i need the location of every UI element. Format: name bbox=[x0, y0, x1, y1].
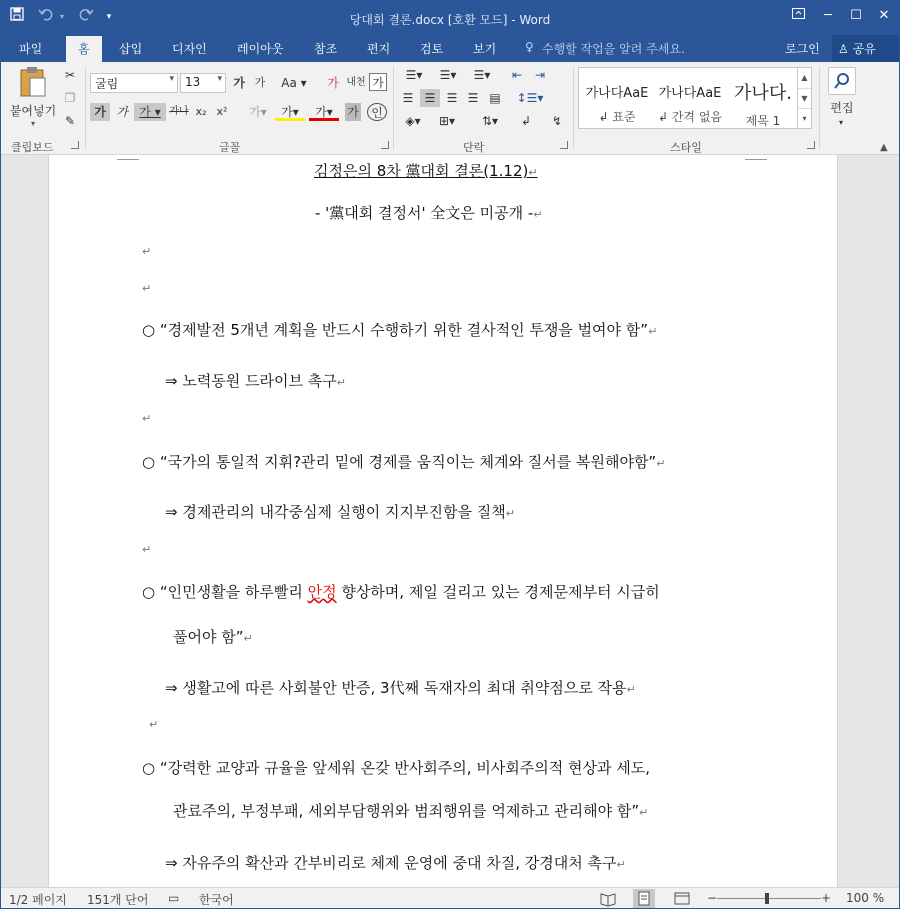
style-no-spacing[interactable] bbox=[654, 71, 726, 125]
person-icon: ♙ bbox=[838, 42, 849, 56]
paste-button[interactable] bbox=[7, 66, 59, 132]
highlight-color-icon[interactable]: 가▾ bbox=[275, 103, 305, 121]
paragraph-mark: ↵ bbox=[656, 457, 666, 470]
separator bbox=[393, 66, 394, 150]
style-preview: 가나다. bbox=[734, 83, 792, 104]
arrow-text: ⇒ 생활고에 따른 사회불안 반증, 3代째 독재자의 최대 취약점으로 작용 bbox=[165, 679, 627, 697]
ribbon-tabs bbox=[1, 35, 899, 62]
align-right-icon[interactable]: ☰ bbox=[446, 91, 458, 105]
sign-in-link[interactable]: 로그인 bbox=[785, 42, 820, 56]
strikethrough-button[interactable]: 가나 bbox=[169, 106, 189, 117]
paragraph-mark: ↵ bbox=[505, 507, 515, 520]
arrow-line bbox=[165, 501, 515, 522]
zoom-in-icon[interactable]: + bbox=[821, 891, 832, 905]
paragraph-launcher-icon[interactable] bbox=[560, 141, 568, 149]
customize-icon[interactable]: ▾ bbox=[106, 12, 112, 22]
spelling-error-word[interactable]: 안정 bbox=[307, 583, 337, 601]
paragraph-mark: ↵ bbox=[149, 718, 159, 731]
paragraph-mark: ↵ bbox=[528, 166, 538, 179]
align-left-icon[interactable]: ☰ bbox=[402, 91, 414, 105]
quote-line bbox=[142, 757, 650, 778]
clipboard-launcher-icon[interactable] bbox=[71, 141, 79, 149]
paste-dropdown-icon: ▾ bbox=[30, 119, 35, 128]
character-shading-icon[interactable]: 가 bbox=[345, 103, 361, 121]
undo-dropdown-icon[interactable]: ▾ bbox=[59, 12, 64, 21]
style-heading-1[interactable] bbox=[727, 71, 799, 128]
document-title bbox=[314, 160, 538, 181]
quote-text: ○ “국가의 통일적 지휘?관리 밑에 경제를 움직이는 체계와 질서를 복원해야함” bbox=[142, 453, 657, 471]
margin-marker bbox=[745, 155, 767, 160]
copy-icon[interactable]: ❐ bbox=[64, 91, 76, 105]
format-painter-icon[interactable]: ✎ bbox=[64, 114, 76, 128]
font-name-value: 굴림 bbox=[95, 77, 119, 91]
document-subtitle-text: - '黨대회 결정서' 全文은 미공개 - bbox=[315, 204, 534, 222]
document-subtitle bbox=[315, 202, 543, 223]
paragraph-mark: ↵ bbox=[626, 683, 636, 696]
font-group-label: 글꼴 bbox=[219, 141, 241, 154]
document-area bbox=[1, 155, 899, 887]
style-normal[interactable] bbox=[581, 71, 653, 125]
clipboard-group-label: 클립보드 bbox=[11, 141, 54, 154]
superscript-button[interactable]: x² bbox=[216, 105, 228, 118]
tab-view[interactable]: 보기 bbox=[473, 42, 497, 56]
change-case-label: Aa bbox=[281, 76, 297, 90]
search-icon[interactable] bbox=[828, 67, 856, 95]
paragraph-mark: ↵ bbox=[639, 806, 649, 819]
status-bar bbox=[1, 887, 899, 909]
tab-home[interactable]: 홈 bbox=[66, 36, 102, 62]
styles-group-label: 스타일 bbox=[670, 141, 702, 154]
phonetic-guide-button[interactable]: 내천 bbox=[346, 77, 366, 88]
line-spacing-icon[interactable]: ↕☰▾ bbox=[516, 91, 544, 105]
style-name: 제목 1 bbox=[745, 114, 781, 128]
paragraph-mark: ↵ bbox=[616, 858, 626, 871]
more-styles-icon[interactable]: ▾ bbox=[798, 108, 811, 128]
quote-line bbox=[142, 319, 657, 340]
sort-az-icon[interactable]: ↯ bbox=[551, 114, 563, 128]
chevron-down-icon: ▾ bbox=[217, 74, 222, 84]
decrease-indent-icon[interactable]: ⇤ bbox=[511, 68, 523, 82]
quote-text: ○ “강력한 교양과 규율을 앞세워 온갖 반사회주의, 비사회주의적 현상과 세도, bbox=[142, 759, 651, 777]
scroll-down-icon[interactable]: ▼ bbox=[798, 88, 811, 108]
character-border-icon[interactable]: 가 bbox=[369, 73, 387, 91]
arrow-line bbox=[165, 852, 626, 873]
quote-line bbox=[142, 451, 665, 472]
tab-review[interactable]: 검토 bbox=[420, 42, 444, 56]
zoom-slider-thumb[interactable] bbox=[765, 893, 769, 904]
font-size-combo[interactable] bbox=[180, 73, 226, 93]
page-count[interactable]: 1/2 페이지 bbox=[9, 893, 67, 907]
subscript-button[interactable]: x₂ bbox=[195, 105, 207, 118]
quote-text: ○ “인민생활을 하루빨리 bbox=[142, 583, 308, 601]
maximize-icon[interactable]: ☐ bbox=[850, 8, 862, 23]
print-layout-icon[interactable] bbox=[633, 889, 655, 908]
minimize-icon[interactable]: ─ bbox=[824, 8, 832, 23]
tab-insert[interactable]: 삽입 bbox=[119, 42, 143, 56]
borders-icon[interactable]: ⊞▾ bbox=[438, 114, 456, 128]
zoom-slider[interactable] bbox=[717, 898, 821, 899]
styles-gallery bbox=[578, 67, 812, 129]
ribbon bbox=[1, 62, 899, 155]
quote-line bbox=[142, 581, 660, 602]
arrow-text: ⇒ 경제관리의 내각중심제 실행이 지지부진함을 질책 bbox=[165, 503, 506, 521]
scroll-up-icon[interactable]: ▲ bbox=[801, 73, 808, 82]
change-case-button[interactable]: Aa ▾ bbox=[281, 76, 307, 90]
increase-indent-icon[interactable]: ⇥ bbox=[534, 68, 546, 82]
paste-label: 붙여넣기 bbox=[9, 104, 57, 118]
show-formatting-icon[interactable]: ↲ bbox=[520, 114, 532, 128]
paragraph-mark: ↵ bbox=[142, 282, 152, 295]
chevron-down-icon: ▾ bbox=[169, 74, 174, 84]
separator bbox=[85, 66, 86, 150]
window-title: 당대회 결론.docx [호환 모드] - Word bbox=[349, 13, 551, 27]
align-center-icon[interactable]: ☰ bbox=[420, 89, 440, 107]
paragraph-mark: ↵ bbox=[336, 376, 346, 389]
font-size-value: 13 bbox=[185, 75, 201, 89]
arrow-line bbox=[165, 370, 346, 391]
font-launcher-icon[interactable] bbox=[381, 141, 389, 149]
tab-file[interactable]: 파일 bbox=[19, 42, 43, 56]
bullets-icon[interactable]: ☰▾ bbox=[405, 68, 423, 82]
paragraph-mark: ↵ bbox=[142, 543, 152, 556]
quote-text: 향상하며, 제일 걸리고 있는 경제문제부터 시급히 bbox=[336, 583, 660, 601]
justify-icon[interactable]: ☰ bbox=[467, 91, 479, 105]
share-button[interactable] bbox=[832, 35, 899, 62]
document-page[interactable] bbox=[48, 155, 838, 887]
separator bbox=[573, 66, 574, 150]
shading-icon[interactable]: ◈▾ bbox=[405, 114, 421, 128]
styles-launcher-icon[interactable] bbox=[807, 141, 815, 149]
tell-me-input[interactable]: 수행할 작업을 알려 주세요. bbox=[542, 42, 685, 56]
tab-mailings[interactable]: 편지 bbox=[367, 42, 391, 56]
clear-format-icon[interactable]: 가 bbox=[327, 76, 339, 90]
clipboard-icon bbox=[18, 66, 48, 98]
tab-references[interactable]: 참조 bbox=[314, 42, 338, 56]
quote-text: 관료주의, 부정부패, 세외부담행위와 범죄행위를 억제하고 관리해야 함” bbox=[173, 802, 640, 820]
styles-scrollbar[interactable] bbox=[797, 68, 811, 128]
paragraph-mark: ↵ bbox=[533, 208, 543, 221]
paragraph-group-label: 단락 bbox=[463, 141, 485, 154]
style-name: ↲ 간격 없음 bbox=[657, 110, 723, 124]
paragraph-mark: ↵ bbox=[243, 632, 253, 645]
arrow-text: ⇒ 노력동원 드라이브 촉구 bbox=[165, 372, 337, 390]
quote-continuation bbox=[173, 800, 648, 821]
style-preview: 가나다AaE bbox=[658, 86, 722, 101]
multilevel-list-icon[interactable]: ☰▾ bbox=[473, 68, 491, 82]
arrow-line bbox=[165, 677, 636, 698]
cut-icon[interactable]: ✂ bbox=[64, 68, 76, 82]
style-name: ↲ 표준 bbox=[598, 110, 636, 124]
ribbon-display-options-icon[interactable] bbox=[783, 5, 813, 27]
grow-font-icon[interactable]: 가 bbox=[233, 76, 245, 90]
distributed-icon[interactable]: ▤ bbox=[489, 91, 501, 105]
read-mode-icon[interactable] bbox=[597, 889, 619, 908]
style-preview: 가나다AaE bbox=[585, 86, 649, 101]
quote-text: ○ “경제발전 5개년 계획을 반드시 수행하기 위한 결사적인 투쟁을 벌여야 함” bbox=[142, 321, 649, 339]
font-color-icon[interactable]: 가▾ bbox=[309, 103, 339, 121]
quote-text: 풀어야 함” bbox=[173, 628, 244, 646]
zoom-out-icon[interactable]: − bbox=[707, 891, 718, 905]
close-icon[interactable]: ✕ bbox=[878, 8, 890, 23]
enclose-characters-icon[interactable]: 인 bbox=[367, 103, 387, 121]
italic-button[interactable]: 가 bbox=[116, 105, 128, 119]
font-name-combo[interactable] bbox=[90, 73, 178, 93]
quote-continuation bbox=[173, 626, 253, 647]
lightbulb-icon: ♀ bbox=[525, 40, 534, 54]
shrink-font-icon[interactable]: 가 bbox=[254, 76, 266, 89]
bold-button[interactable]: 가 bbox=[90, 103, 110, 121]
arrow-text: ⇒ 자유주의 확산과 간부비리로 체제 운영에 중대 차질, 강경대처 촉구 bbox=[165, 854, 617, 872]
margin-marker bbox=[117, 155, 139, 160]
sort-icon[interactable]: ⇅▾ bbox=[481, 114, 499, 128]
paragraph-mark: ↵ bbox=[648, 325, 658, 338]
zoom-level[interactable]: 100 % bbox=[846, 891, 885, 905]
tab-layout[interactable]: 레이아웃 bbox=[237, 42, 284, 56]
paragraph-mark: ↵ bbox=[142, 412, 152, 425]
numbering-icon[interactable]: ☰▾ bbox=[439, 68, 457, 82]
editing-button[interactable]: 편집 bbox=[830, 101, 854, 115]
document-title-text: 김정은의 8차 黨대회 결론(1.12) bbox=[314, 162, 529, 180]
text-effects-icon[interactable]: 가▾ bbox=[249, 105, 267, 119]
separator bbox=[819, 66, 820, 150]
word-count[interactable]: 151개 단어 bbox=[87, 893, 149, 907]
tab-design[interactable]: 디자인 bbox=[172, 42, 207, 56]
language-indicator[interactable]: 한국어 bbox=[199, 893, 234, 907]
title-bar bbox=[1, 1, 899, 35]
paragraph-mark: ↵ bbox=[142, 245, 152, 258]
share-label: 공유 bbox=[852, 42, 876, 56]
collapse-ribbon-icon[interactable]: ▲ bbox=[880, 142, 888, 153]
web-layout-icon[interactable] bbox=[671, 889, 693, 908]
underline-button[interactable]: 가 ▾ bbox=[134, 103, 166, 121]
proofing-icon[interactable]: ▭ bbox=[168, 891, 180, 905]
editing-dropdown-icon: ▾ bbox=[838, 118, 843, 127]
